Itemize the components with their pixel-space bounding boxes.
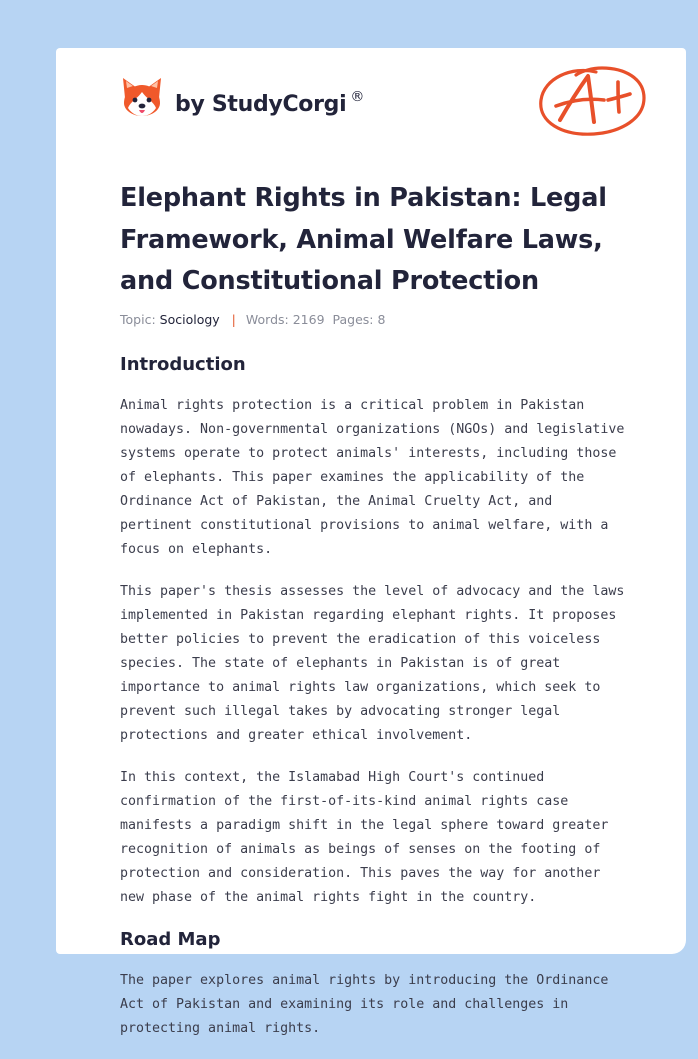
meta-separator: | <box>231 312 236 327</box>
essay-body <box>120 353 632 1059</box>
brand-header[interactable] <box>122 76 364 120</box>
paragraph: The paper explores animal rights by introducing the Ordinance Act of Pakistan and examining its role and challenges in protecting animal rights. <box>120 973 609 1036</box>
corgi-logo-icon <box>122 76 162 120</box>
essay-sheet <box>56 48 686 1036</box>
pages-label: Pages: <box>332 312 374 327</box>
essay-meta <box>120 312 385 327</box>
brand-name: by StudyCorgi ® <box>175 89 365 117</box>
registered-mark: ® <box>350 89 365 105</box>
section-heading-road-map: Road Map <box>120 929 221 950</box>
essay-title: Elephant Rights in Pakistan: Legal Framework, Animal Welfare Laws, and Constitutional Protection <box>120 183 607 296</box>
paragraph: In this context, the Islamabad High Court's continued confirmation of the first-of-its-kind animal rights case manifests a paradigm shift in the legal sphere toward greater recognition of animals as beings of senses on the footing of protection and consideration. This paves the way for another new phase of the animal rights fight in the country. <box>120 770 609 905</box>
paragraph: Animal rights protection is a critical problem in Pakistan nowadays. Non-governmental organizations (NGOs) and legislative systems operate to protect animals' interests, including those of elephants. This paper examines the applicability of the Ordinance Act of Pakistan, the Animal Cruelty Act, and pertinent constitutional provisions to animal welfare, with a focus on elephants. <box>120 398 625 557</box>
topic-label: Topic: <box>120 312 156 327</box>
paragraph: This paper's thesis assesses the level of advocacy and the laws implemented in Pakistan regarding elephant rights. It proposes better policies to prevent the eradication of this voiceless species. The state of elephants in Pakistan is of great importance to animal rights law organizations, which seek to prevent such illegal takes by advocating stronger legal protections and greater ethical involvement. <box>120 584 625 743</box>
topic-link[interactable]: Sociology <box>159 312 220 327</box>
section-heading-introduction: Introduction <box>120 354 246 375</box>
pages-count: 8 <box>377 312 386 327</box>
words-count: 2169 <box>292 312 325 327</box>
words-label: Words: <box>245 312 289 327</box>
a-plus-grade-icon <box>538 60 648 140</box>
